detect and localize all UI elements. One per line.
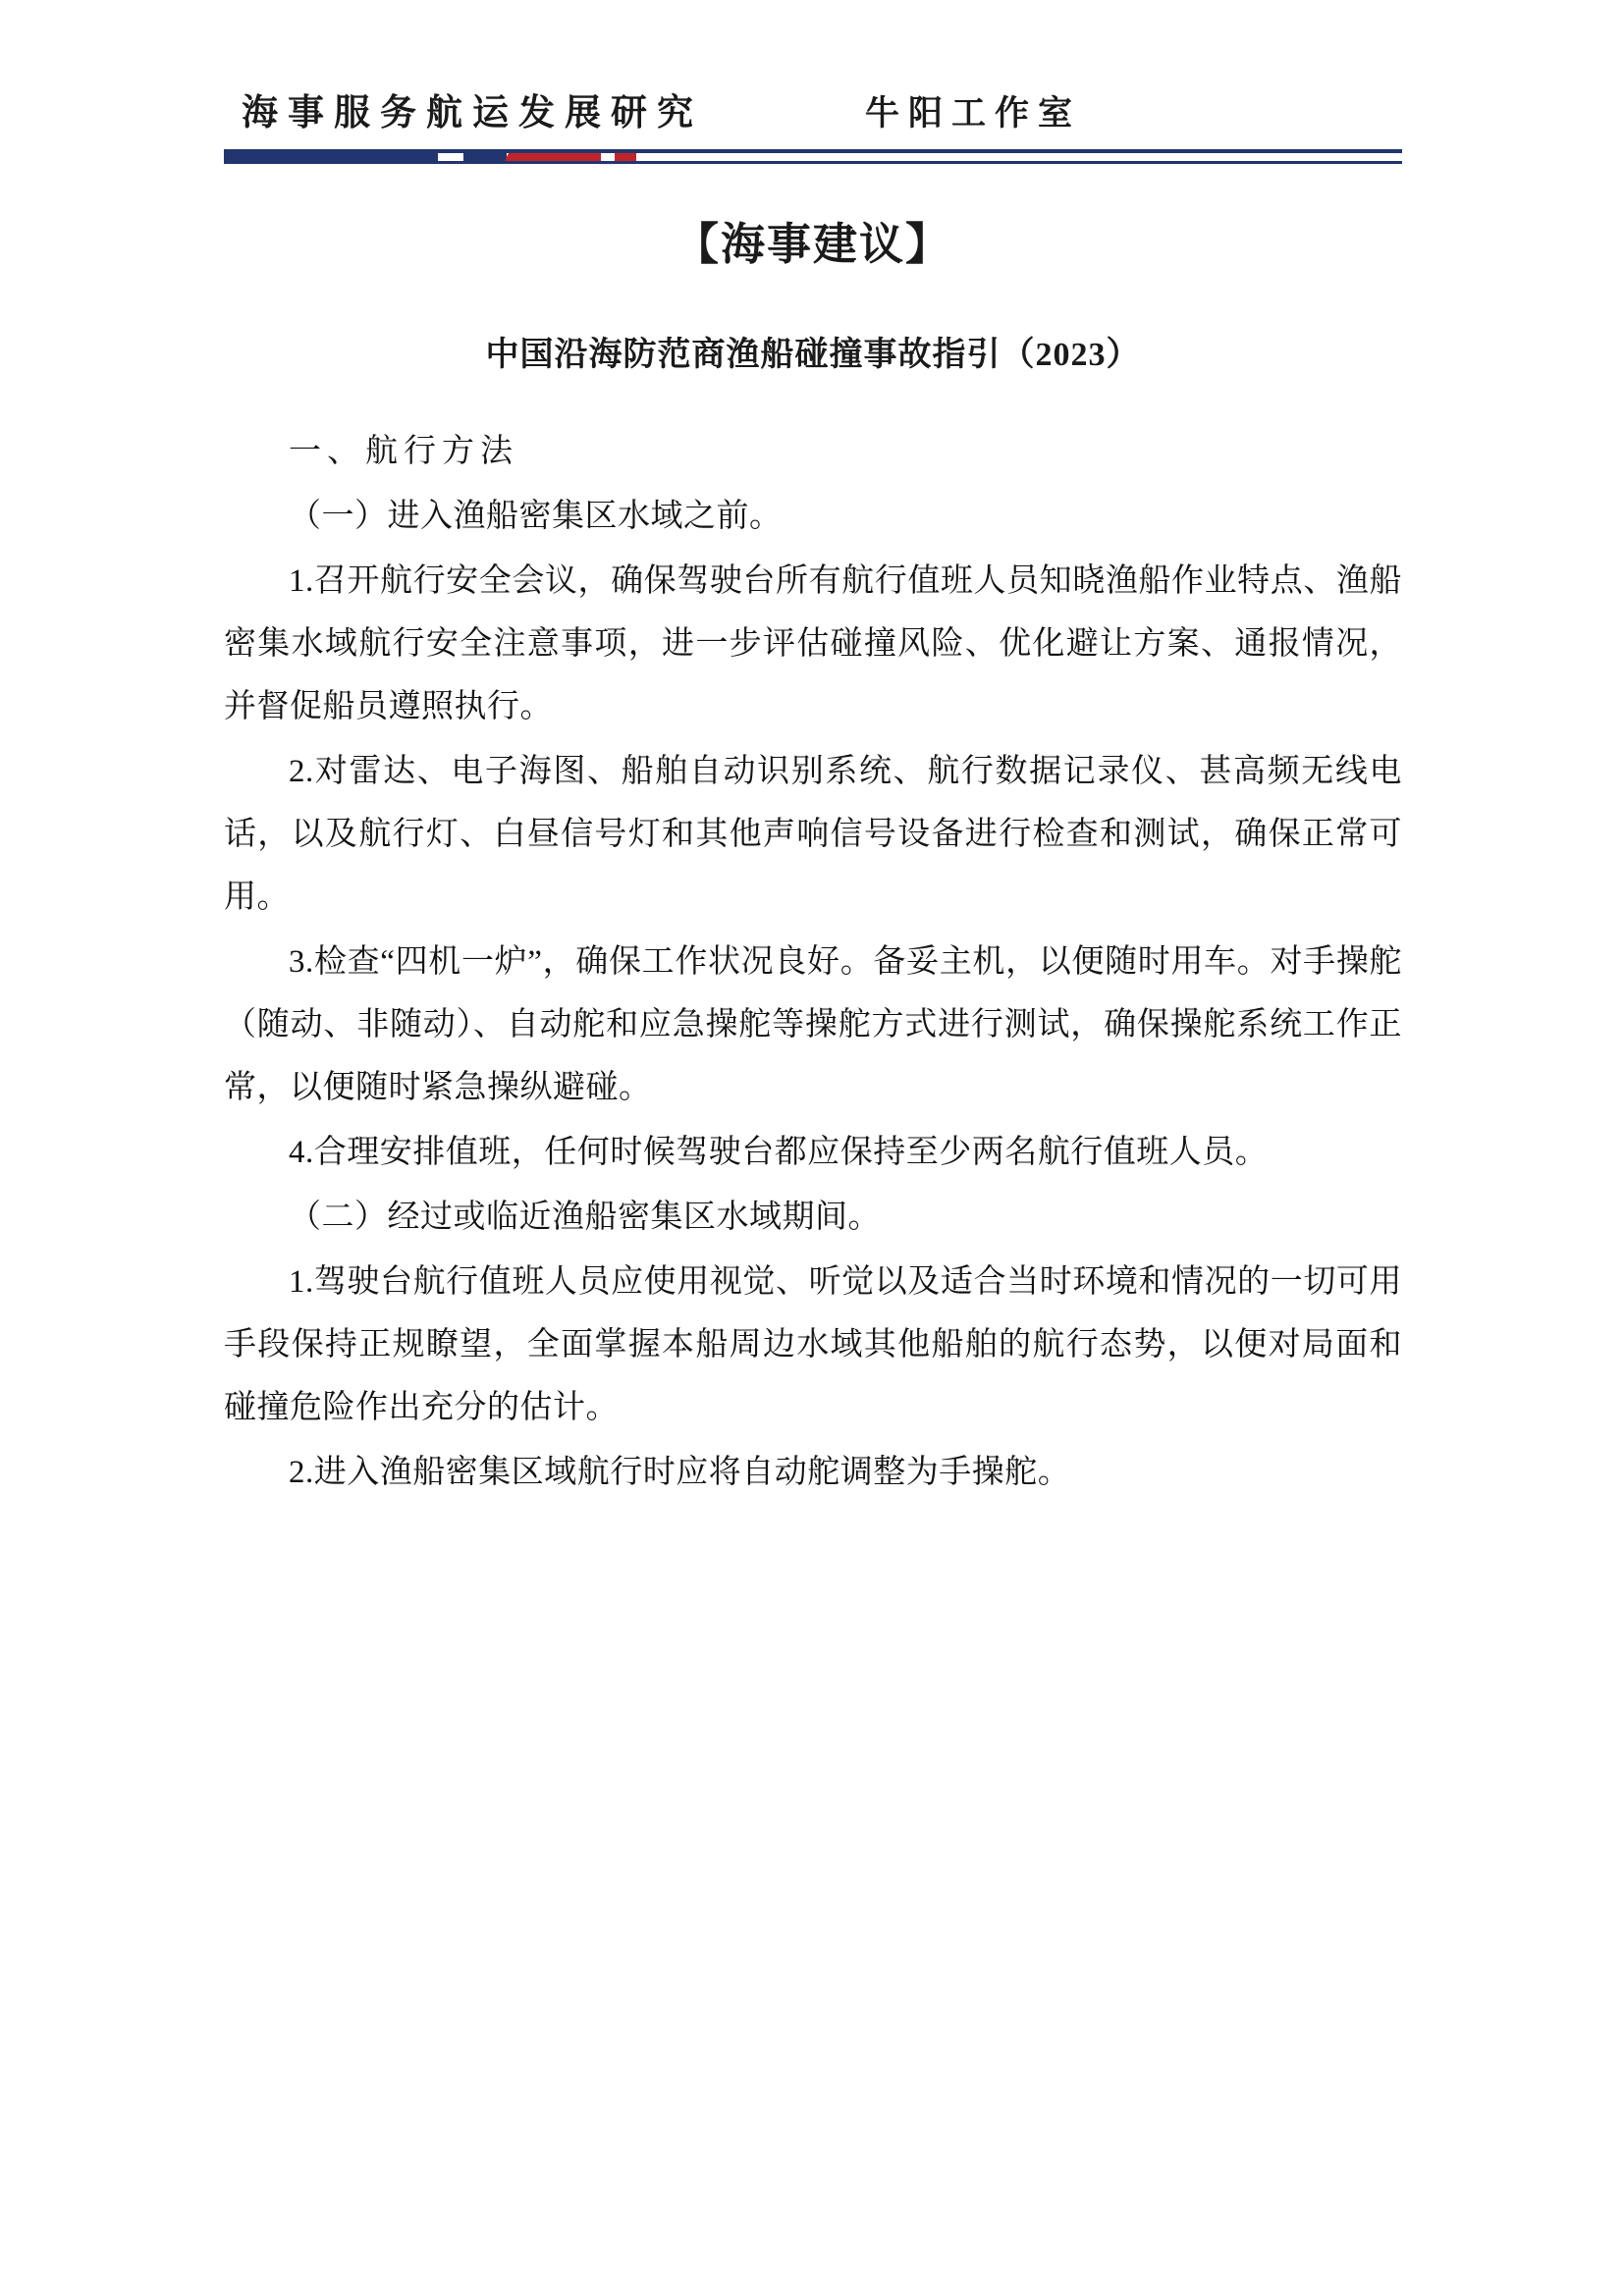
body-paragraph: 3.检查“四机一炉”，确保工作状况良好。备妥主机，以便随时用车。对手操舵（随动、非随动）、自动舵和应急操舵等操舵方式进行测试，确保操舵系统工作正常，以便随时紧急操纵避碰。	[224, 944, 1402, 1105]
divider-line-bottom	[224, 161, 1402, 164]
header-right-title: 牛阳工作室	[865, 94, 1082, 133]
divider-accent-band	[224, 153, 1402, 161]
body-paragraph: 一、航行方法	[289, 434, 518, 469]
divider-segment-red-3	[615, 153, 636, 161]
divider-segment-white	[438, 153, 463, 161]
divider-segment-blue-2	[463, 153, 507, 161]
body-paragraph: 2.进入渔船密集区域航行时应将自动舵调整为手操舵。	[289, 1455, 1071, 1490]
divider-segment-blue	[224, 153, 438, 161]
header-left-title: 海事服务航运发展研究	[242, 93, 703, 133]
divider-segment-white-2	[601, 153, 615, 161]
body-paragraph: 4.合理安排值班，任何时候驾驶台都应保持至少两名航行值班人员。	[289, 1135, 1269, 1170]
body-paragraph: （一）进入渔船密集区水域之前。	[289, 499, 783, 534]
document-subtitle: 中国沿海防范商渔船碰撞事故指引（2023）	[485, 337, 1141, 373]
document-body	[224, 420, 1402, 1504]
body-paragraph: 2.对雷达、电子海图、船舶自动识别系统、航行数据记录仪、甚高频无线电话，以及航行灯、白昼信号灯和其他声响信号设备进行检查和测试，确保正常可用。	[224, 754, 1402, 915]
page-content	[224, 82, 1402, 1506]
divider-segment-red	[550, 153, 601, 161]
body-paragraph: 1.召开航行安全会议，确保驾驶台所有航行值班人员知晓渔船作业特点、渔船密集水域航行安全注意事项，进一步评估碰撞风险、优化避让方案、通报情况，并督促船员遵照执行。	[224, 563, 1402, 724]
page-header	[224, 82, 1402, 135]
document-title: 【海事建议】	[674, 220, 951, 269]
header-divider	[224, 149, 1402, 165]
body-paragraph: （二）经过或临近渔船密集区水域期间。	[289, 1200, 881, 1235]
body-paragraph: 1.驾驶台航行值班人员应使用视觉、听觉以及适合当时环境和情况的一切可用手段保持正规瞭望，全面掌握本船周边水域其他船舶的航行态势，以便对局面和碰撞危险作出充分的估计。	[224, 1264, 1402, 1425]
